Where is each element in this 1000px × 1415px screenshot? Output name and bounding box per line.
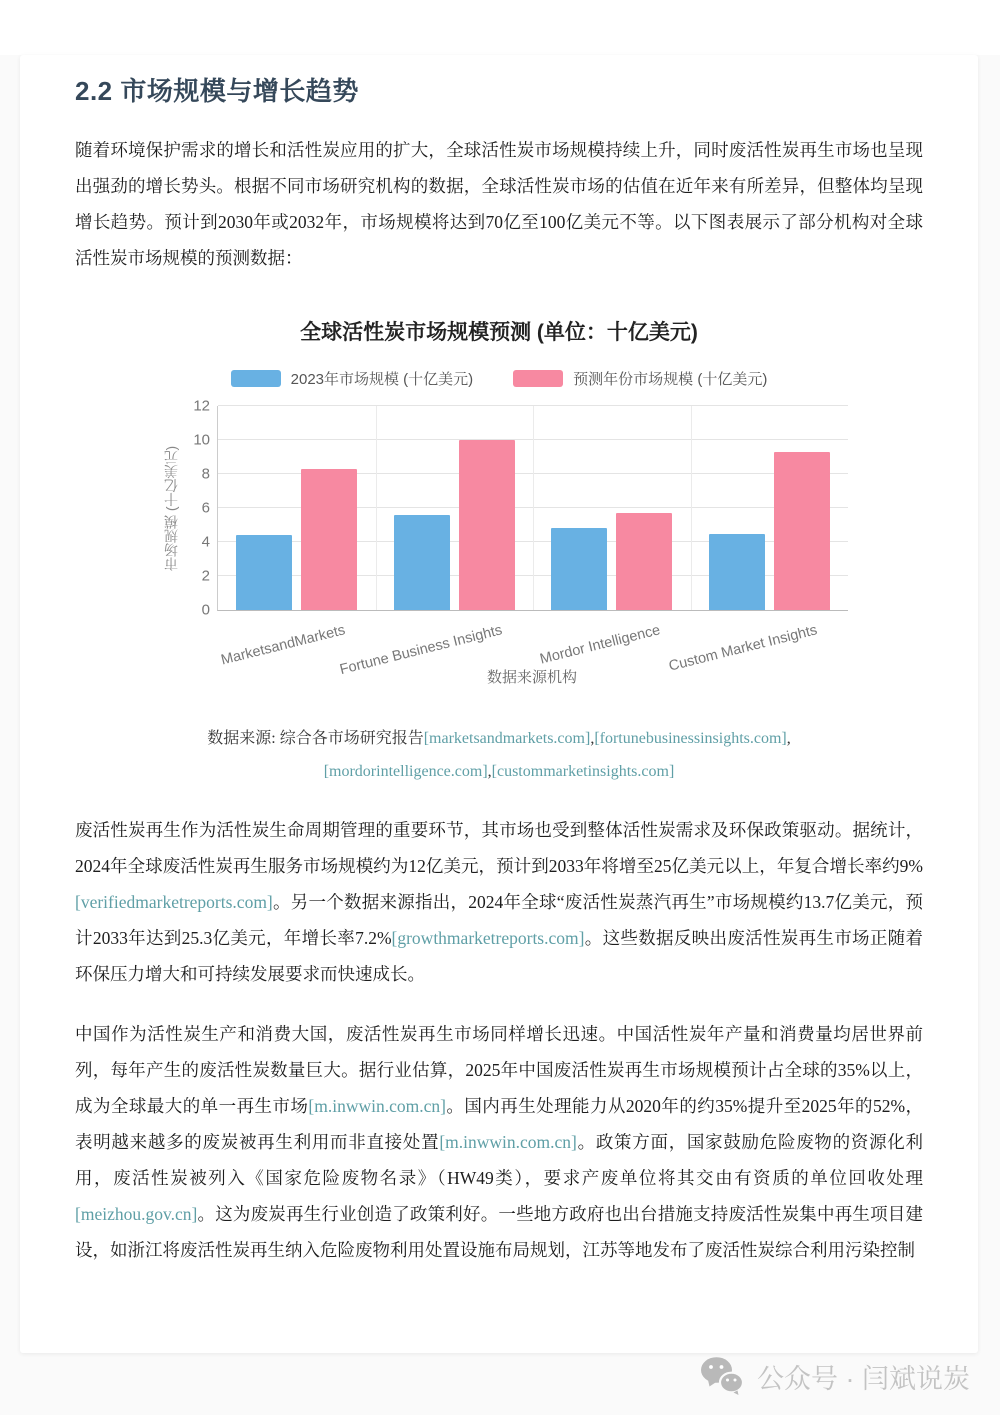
inline-link[interactable]: [mordorintelligence.com] bbox=[323, 763, 488, 780]
y-tick-label: 4 bbox=[201, 533, 210, 551]
x-tick-label: Custom Market Insights bbox=[667, 622, 820, 675]
bar-forecast bbox=[459, 440, 515, 610]
legend-swatch bbox=[231, 370, 281, 387]
bar-forecast bbox=[301, 469, 357, 610]
inline-link[interactable]: [growthmarketreports.com] bbox=[391, 928, 585, 948]
bar-group-0 bbox=[218, 406, 376, 610]
text-segment: 随着环境保护需求的增长和活性炭应用的扩大，全球活性炭市场规模持续上升，同时废活性炭再生市场也呈现出强劲的增长势头。根据不同市场研究机构的数据，全球活性炭市场的估值在近年来有所差异，但整体均呈现增长趋势。预计到2030年或2032年，市场规模将达到70亿至100亿美元不等。以下图表展示了部分机构对全球活性炭市场规模的预测数据： bbox=[75, 140, 923, 268]
bar-2023 bbox=[551, 528, 607, 610]
bar-forecast bbox=[616, 513, 672, 610]
chart-title: 全球活性炭市场规模预测 (单位：十亿美元) bbox=[300, 321, 698, 344]
previous-section-edge bbox=[0, 0, 1000, 55]
bar-2023 bbox=[236, 535, 292, 610]
text-segment: 。这些数据反映出废活性炭再生市场正随着环保压力增大和可持续发展要求而快速成长。 bbox=[75, 928, 923, 984]
text-segment: 。国内再生处理能力从2020年的约35%提升至2025年的52%，表明越来越多的废炭被再生利用而非直接处置 bbox=[75, 1096, 924, 1152]
text-segment: 。另一个数据来源指出，2024年全球“废活性炭蒸汽再生”市场规模约13.7亿美元，预计2033年达到25.3亿美元，年增长率7.2% bbox=[75, 892, 923, 948]
data-source-caption bbox=[75, 722, 923, 788]
inline-link[interactable]: [meizhou.gov.cn] bbox=[75, 1204, 198, 1224]
y-tick-label: 0 bbox=[201, 601, 210, 619]
text-segment: 废活性炭再生作为活性炭生命周期管理的重要环节，其市场也受到整体活性炭需求及环保政策驱动。据统计，2024年全球废活性炭再生服务市场规模约为12亿美元，预计到2033年将增至25亿美元以上，年复合增长率约9% bbox=[75, 820, 923, 876]
legend-item-0 bbox=[231, 368, 474, 389]
inline-link[interactable]: [m.inwwin.com.cn] bbox=[308, 1096, 446, 1116]
bar-groups bbox=[218, 406, 848, 610]
inline-link[interactable]: [m.inwwin.com.cn] bbox=[439, 1132, 577, 1152]
inline-link[interactable]: [verifiedmarketreports.com] bbox=[75, 892, 273, 912]
legend-item-1 bbox=[513, 368, 767, 389]
market-forecast-chart bbox=[75, 314, 923, 706]
text-segment: , bbox=[786, 730, 791, 747]
y-tick-label: 10 bbox=[193, 431, 210, 449]
bar-group-1 bbox=[376, 406, 534, 610]
y-tick-label: 2 bbox=[201, 567, 210, 585]
bar-group-3 bbox=[691, 406, 849, 610]
inline-link[interactable]: [marketsandmarkets.com] bbox=[423, 730, 591, 747]
legend-label: 预测年份市场规模 (十亿美元) bbox=[573, 371, 768, 388]
text-segment: 数据来源: 综合各市场研究报告 bbox=[207, 730, 424, 747]
x-tick-label: Mordor Intelligence bbox=[538, 622, 662, 668]
text-segment: 。政策方面，国家鼓励危险废物的资源化利用，废活性炭被列入《国家危险废物名录》（HW49类），要求产废单位将其交由有资质的单位回收处理 bbox=[75, 1132, 924, 1188]
inline-link[interactable]: [fortunebusinessinsights.com] bbox=[594, 730, 787, 747]
text-segment: , bbox=[590, 730, 595, 747]
legend-label: 2023年市场规模 (十亿美元) bbox=[290, 371, 474, 388]
report-content-card bbox=[20, 55, 978, 1353]
y-tick-label: 6 bbox=[201, 499, 210, 517]
paragraph-regeneration-market bbox=[75, 812, 923, 992]
y-tick-label: 12 bbox=[193, 397, 210, 415]
x-tick-label: MarketsandMarkets bbox=[219, 622, 347, 669]
legend-swatch bbox=[513, 370, 563, 387]
bar-forecast bbox=[774, 452, 830, 610]
bar-2023 bbox=[394, 515, 450, 610]
text-segment: , bbox=[487, 763, 492, 780]
x-axis-title: 数据来源机构 bbox=[486, 669, 577, 686]
text-segment: 中国作为活性炭生产和消费大国，废活性炭再生市场同样增长迅速。中国活性炭年产量和消费量均居世界前列，每年产生的废活性炭数量巨大。据行业估算，2025年中国废活性炭再生市场规模预计占全球的35%以上，成为全球最大的单一再生市场 bbox=[75, 1024, 923, 1116]
wechat-icon bbox=[699, 1356, 745, 1396]
text-segment: 。这为废炭再生行业创造了政策利好。一些地方政府也出台措施支持废活性炭集中再生项目建设，如浙江将废活性炭再生纳入危险废物利用处置设施布局规划，江苏等地发布了废活性炭综合利用污染控制 bbox=[75, 1204, 923, 1260]
bar-2023 bbox=[709, 534, 765, 611]
paragraph-intro bbox=[75, 132, 923, 276]
y-tick-label: 8 bbox=[201, 465, 210, 483]
x-tick-label: Fortune Business Insights bbox=[338, 622, 505, 679]
inline-link[interactable]: [custommarketinsights.com] bbox=[491, 763, 675, 780]
bar-group-2 bbox=[533, 406, 691, 610]
y-axis-title: 市场规模 (十亿美元) bbox=[163, 445, 179, 571]
watermark-label: 公众号 · 闫斌说炭 bbox=[757, 1363, 970, 1394]
chart-legend bbox=[75, 368, 923, 389]
section-heading: 2.2 市场规模与增长趋势 bbox=[75, 76, 359, 106]
paragraph-china-market bbox=[75, 1016, 923, 1268]
watermark bbox=[699, 1356, 970, 1396]
